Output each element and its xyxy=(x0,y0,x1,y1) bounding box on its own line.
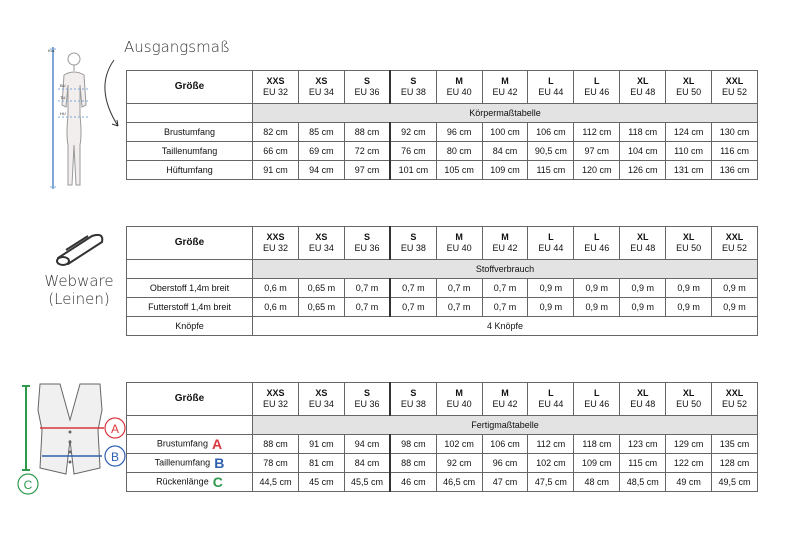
size-eu: EU 52 xyxy=(722,243,748,253)
table-cell: 0,7 m xyxy=(436,279,482,298)
size-letter: XXL xyxy=(725,76,744,86)
table-cell: 94 cm xyxy=(298,161,344,180)
table-cell: 126 cm xyxy=(620,161,666,180)
table-cell: 116 cm xyxy=(712,142,758,161)
size-column-header xyxy=(253,383,299,416)
size-letter: L xyxy=(594,76,600,86)
row-label xyxy=(127,435,253,454)
size-column-header xyxy=(344,383,390,416)
vest-marker-a: A xyxy=(110,422,120,436)
fabric-consumption-table xyxy=(126,226,758,336)
size-eu: EU 50 xyxy=(676,243,702,253)
groesse-header: Größe xyxy=(127,383,253,416)
table-cell: 120 cm xyxy=(574,161,620,180)
table-cell: 109 cm xyxy=(574,454,620,473)
table-cell: 110 cm xyxy=(666,142,712,161)
table-cell: 0,9 m xyxy=(574,298,620,317)
buttons-value: 4 Knöpfe xyxy=(253,317,758,336)
table-cell: 0,7 m xyxy=(436,298,482,317)
size-column-header xyxy=(253,71,299,104)
groesse-header: Größe xyxy=(127,227,253,260)
table-cell: 0,9 m xyxy=(620,279,666,298)
size-letter: L xyxy=(548,76,554,86)
table-cell: 128 cm xyxy=(712,454,758,473)
table-cell: 100 cm xyxy=(482,123,528,142)
size-column-header xyxy=(574,71,620,104)
size-column-header xyxy=(344,71,390,104)
table-cell: 46,5 cm xyxy=(436,473,482,492)
section-title-spacer xyxy=(127,104,253,123)
size-column-header xyxy=(436,383,482,416)
size-eu: EU 34 xyxy=(308,87,334,97)
table-cell: 96 cm xyxy=(436,123,482,142)
table-cell: 0,9 m xyxy=(528,279,574,298)
size-letter: XS xyxy=(315,232,328,242)
table-cell: 0,9 m xyxy=(712,298,758,317)
figure-label-hu: HU xyxy=(60,111,66,116)
table-cell: 101 cm xyxy=(390,161,436,180)
size-letter: XXL xyxy=(725,232,744,242)
table-cell: 45 cm xyxy=(298,473,344,492)
size-letter: L xyxy=(548,388,554,398)
table-cell: 135 cm xyxy=(712,435,758,454)
ausgangsmass-label: Ausgangsmaß xyxy=(124,38,231,56)
table-cell: 49,5 cm xyxy=(712,473,758,492)
section-title: Körpermaßtabelle xyxy=(253,104,758,123)
table-cell: 115 cm xyxy=(620,454,666,473)
fabric-roll-icon xyxy=(52,228,108,266)
table-cell: 91 cm xyxy=(298,435,344,454)
row-label-text: Oberstoff 1,4m breit xyxy=(149,282,230,293)
size-eu: EU 36 xyxy=(354,243,380,253)
size-eu: EU 52 xyxy=(722,399,748,409)
section-title: Stoffverbrauch xyxy=(253,260,758,279)
section-title: Fertigmaßtabelle xyxy=(253,416,758,435)
row-label xyxy=(127,473,253,492)
table-row xyxy=(127,454,758,473)
size-eu: EU 38 xyxy=(400,399,426,409)
table-row xyxy=(127,142,758,161)
size-column-header xyxy=(390,227,436,260)
table-cell: 80 cm xyxy=(436,142,482,161)
size-letter: XS xyxy=(315,388,328,398)
size-eu: EU 32 xyxy=(262,399,288,409)
table-cell: 0,7 m xyxy=(482,298,528,317)
size-column-header xyxy=(574,383,620,416)
vest-icon xyxy=(14,380,130,496)
size-column-header xyxy=(712,383,758,416)
figure-label-bu: BU xyxy=(60,83,66,88)
size-letter: S xyxy=(410,388,417,398)
size-eu: EU 48 xyxy=(630,399,656,409)
webware-label-line2: (Leinen) xyxy=(48,290,110,308)
size-column-header xyxy=(253,227,299,260)
table-cell: 122 cm xyxy=(666,454,712,473)
size-header-row xyxy=(127,71,758,104)
vest-marker-b: B xyxy=(110,450,120,464)
size-column-header xyxy=(528,71,574,104)
table-cell: 76 cm xyxy=(390,142,436,161)
size-eu: EU 42 xyxy=(492,243,518,253)
figure-label-tu: TU xyxy=(60,95,66,100)
table-cell: 130 cm xyxy=(712,123,758,142)
row-marker: C xyxy=(212,474,223,490)
table-cell: 0,7 m xyxy=(344,279,390,298)
table-cell: 115 cm xyxy=(528,161,574,180)
table-cell: 104 cm xyxy=(620,142,666,161)
size-column-header xyxy=(528,383,574,416)
table-cell: 69 cm xyxy=(298,142,344,161)
size-letter: M xyxy=(501,232,509,242)
size-eu: EU 50 xyxy=(676,87,702,97)
table-cell: 109 cm xyxy=(482,161,528,180)
size-letter: XXS xyxy=(266,232,285,242)
table-cell: 102 cm xyxy=(528,454,574,473)
size-letter: XL xyxy=(682,76,695,86)
table-cell: 78 cm xyxy=(253,454,299,473)
size-eu: EU 48 xyxy=(630,87,656,97)
size-letter: S xyxy=(410,232,417,242)
table-cell: 112 cm xyxy=(528,435,574,454)
table-cell: 0,65 m xyxy=(298,279,344,298)
size-eu: EU 46 xyxy=(584,87,610,97)
size-column-header xyxy=(528,227,574,260)
table-cell: 94 cm xyxy=(344,435,390,454)
size-eu: EU 34 xyxy=(308,243,334,253)
table-cell: 118 cm xyxy=(574,435,620,454)
table-cell: 0,7 m xyxy=(482,279,528,298)
table-cell: 88 cm xyxy=(390,454,436,473)
size-eu: EU 32 xyxy=(262,243,288,253)
table-cell: 0,65 m xyxy=(298,298,344,317)
row-label-text: Brustumfang xyxy=(163,126,216,137)
size-letter: XL xyxy=(636,232,649,242)
row-label xyxy=(127,454,253,473)
row-label xyxy=(127,123,253,142)
size-letter: XS xyxy=(315,76,328,86)
size-eu: EU 44 xyxy=(538,243,564,253)
table-cell: 105 cm xyxy=(436,161,482,180)
size-eu: EU 36 xyxy=(354,399,380,409)
size-column-header xyxy=(620,71,666,104)
size-column-header xyxy=(482,227,528,260)
size-letter: S xyxy=(410,76,417,86)
row-marker: A xyxy=(211,436,223,452)
table-cell: 88 cm xyxy=(344,123,390,142)
webware-label-line1: Webware xyxy=(44,272,114,290)
table-cell: 97 cm xyxy=(344,161,390,180)
size-letter: S xyxy=(364,232,371,242)
table-cell: 44,5 cm xyxy=(253,473,299,492)
table-cell: 129 cm xyxy=(666,435,712,454)
table-cell: 0,9 m xyxy=(620,298,666,317)
size-letter: XXS xyxy=(266,388,285,398)
body-measurements-table xyxy=(126,70,758,180)
table-cell: 102 cm xyxy=(436,435,482,454)
size-letter: S xyxy=(364,76,371,86)
table-cell: 91 cm xyxy=(253,161,299,180)
table-cell: 131 cm xyxy=(666,161,712,180)
size-eu: EU 50 xyxy=(676,399,702,409)
size-eu: EU 46 xyxy=(584,399,610,409)
section-title-row xyxy=(127,260,758,279)
table-row xyxy=(127,435,758,454)
table-cell: 0,9 m xyxy=(666,279,712,298)
table-cell: 0,9 m xyxy=(528,298,574,317)
row-label-text: Rückenlänge xyxy=(156,476,209,487)
size-column-header xyxy=(390,71,436,104)
size-column-header xyxy=(482,71,528,104)
table-cell: 0,9 m xyxy=(712,279,758,298)
section-title-spacer xyxy=(127,416,253,435)
table-cell: 0,7 m xyxy=(344,298,390,317)
size-eu: EU 40 xyxy=(446,399,472,409)
table-row xyxy=(127,298,758,317)
size-column-header xyxy=(620,383,666,416)
finished-measurements-table xyxy=(126,382,758,492)
size-eu: EU 40 xyxy=(446,243,472,253)
table-row xyxy=(127,161,758,180)
row-label xyxy=(127,298,253,317)
row-label-text: Taillenumfang xyxy=(161,145,218,156)
body-figure-icon xyxy=(40,45,98,195)
table-cell: 98 cm xyxy=(390,435,436,454)
size-eu: EU 42 xyxy=(492,87,518,97)
table-cell: 48 cm xyxy=(574,473,620,492)
size-letter: XL xyxy=(636,76,649,86)
size-column-header xyxy=(712,227,758,260)
size-eu: EU 44 xyxy=(538,399,564,409)
size-letter: S xyxy=(364,388,371,398)
table-row xyxy=(127,279,758,298)
size-header-row xyxy=(127,227,758,260)
size-letter: M xyxy=(455,76,463,86)
size-column-header xyxy=(666,227,712,260)
row-label-text: Taillenumfang xyxy=(154,457,211,468)
buttons-row xyxy=(127,317,758,336)
table-cell: 112 cm xyxy=(574,123,620,142)
table-cell: 84 cm xyxy=(482,142,528,161)
size-letter: XL xyxy=(682,232,695,242)
size-column-header xyxy=(482,383,528,416)
buttons-label: Knöpfe xyxy=(127,317,253,336)
size-letter: XL xyxy=(636,388,649,398)
size-column-header xyxy=(712,71,758,104)
section-title-row xyxy=(127,416,758,435)
size-header-row xyxy=(127,383,758,416)
table-cell: 85 cm xyxy=(298,123,344,142)
table-cell: 49 cm xyxy=(666,473,712,492)
size-column-header xyxy=(436,71,482,104)
size-letter: L xyxy=(548,232,554,242)
table-cell: 82 cm xyxy=(253,123,299,142)
groesse-header: Größe xyxy=(127,71,253,104)
table-cell: 45,5 cm xyxy=(344,473,390,492)
size-eu: EU 36 xyxy=(354,87,380,97)
size-column-header xyxy=(666,383,712,416)
size-eu: EU 42 xyxy=(492,399,518,409)
size-letter: M xyxy=(501,388,509,398)
table-cell: 92 cm xyxy=(436,454,482,473)
row-label-text: Brustumfang xyxy=(156,438,208,449)
size-letter: XL xyxy=(682,388,695,398)
size-column-header xyxy=(390,383,436,416)
size-letter: XXL xyxy=(725,388,744,398)
size-letter: L xyxy=(594,232,600,242)
table-cell: 96 cm xyxy=(482,454,528,473)
table-cell: 81 cm xyxy=(298,454,344,473)
size-column-header xyxy=(298,71,344,104)
size-letter: XXS xyxy=(266,76,285,86)
webware-label xyxy=(44,272,114,308)
table-row xyxy=(127,473,758,492)
table-cell: 48,5 cm xyxy=(620,473,666,492)
table-cell: 0,6 m xyxy=(253,298,299,317)
vest-marker-c: C xyxy=(23,478,33,492)
table-cell: 47,5 cm xyxy=(528,473,574,492)
table-cell: 97 cm xyxy=(574,142,620,161)
size-column-header xyxy=(298,383,344,416)
row-label xyxy=(127,142,253,161)
table-cell: 46 cm xyxy=(390,473,436,492)
size-letter: M xyxy=(455,232,463,242)
size-column-header xyxy=(666,71,712,104)
size-eu: EU 48 xyxy=(630,243,656,253)
size-column-header xyxy=(574,227,620,260)
table-cell: 118 cm xyxy=(620,123,666,142)
row-marker: B xyxy=(214,455,225,471)
size-column-header xyxy=(436,227,482,260)
table-cell: 123 cm xyxy=(620,435,666,454)
size-eu: EU 32 xyxy=(262,87,288,97)
size-eu: EU 38 xyxy=(400,87,426,97)
table-cell: 0,6 m xyxy=(253,279,299,298)
row-label xyxy=(127,161,253,180)
size-column-header xyxy=(344,227,390,260)
table-cell: 90,5 cm xyxy=(528,142,574,161)
size-letter: M xyxy=(501,76,509,86)
size-column-header xyxy=(620,227,666,260)
size-eu: EU 34 xyxy=(308,399,334,409)
figure-label-kol: KoL xyxy=(48,48,56,53)
table-cell: 136 cm xyxy=(712,161,758,180)
size-column-header xyxy=(298,227,344,260)
row-label-text: Futterstoff 1,4m breit xyxy=(148,301,231,312)
table-row xyxy=(127,123,758,142)
table-cell: 72 cm xyxy=(344,142,390,161)
table-cell: 47 cm xyxy=(482,473,528,492)
table-cell: 106 cm xyxy=(482,435,528,454)
table-cell: 0,9 m xyxy=(666,298,712,317)
size-eu: EU 46 xyxy=(584,243,610,253)
size-eu: EU 52 xyxy=(722,87,748,97)
table-cell: 66 cm xyxy=(253,142,299,161)
size-letter: M xyxy=(455,388,463,398)
row-label-text: Hüftumfang xyxy=(166,164,213,175)
size-eu: EU 40 xyxy=(446,87,472,97)
section-title-row xyxy=(127,104,758,123)
table-cell: 0,7 m xyxy=(390,298,436,317)
table-cell: 106 cm xyxy=(528,123,574,142)
size-eu: EU 38 xyxy=(400,243,426,253)
row-label xyxy=(127,279,253,298)
table-cell: 0,7 m xyxy=(390,279,436,298)
table-cell: 84 cm xyxy=(344,454,390,473)
table-cell: 88 cm xyxy=(253,435,299,454)
size-letter: L xyxy=(594,388,600,398)
table-cell: 92 cm xyxy=(390,123,436,142)
table-cell: 0,9 m xyxy=(574,279,620,298)
section-title-spacer xyxy=(127,260,253,279)
table-cell: 124 cm xyxy=(666,123,712,142)
size-eu: EU 44 xyxy=(538,87,564,97)
